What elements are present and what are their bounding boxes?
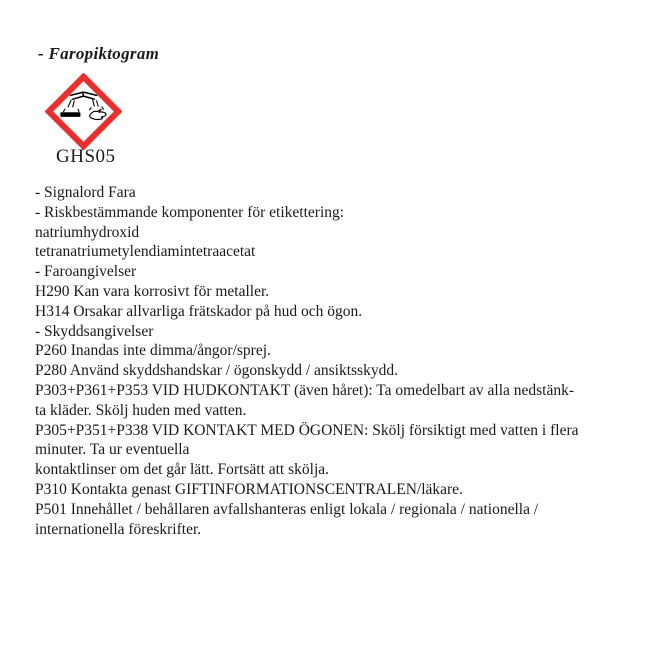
text-line: ta kläder. Skölj huden med vatten. <box>35 401 247 419</box>
pictogram-code-label: GHS05 <box>56 146 116 167</box>
text-line: P310 Kontakta genast GIFTINFORMATIONSCENTRALEN/läkare. <box>35 480 463 498</box>
text-line: P305+P351+P338 VID KONTAKT MED ÖGONEN: Skölj försiktigt med vatten i flera <box>35 421 579 439</box>
text-line: minuter. Ta ur eventuella <box>35 441 190 459</box>
text-line: H290 Kan vara korrosivt för metaller. <box>35 282 270 300</box>
text-line: tetranatriumetylendiamintetraacetat <box>35 243 256 261</box>
section-heading: - Faropiktogram <box>38 44 160 63</box>
text-line: - Riskbestämmande komponenter för etikettering: <box>35 203 345 221</box>
text-line: internationella föreskrifter. <box>35 520 202 538</box>
text-line: P501 Innehållet / behållaren avfallshanteras enligt lokala / regionala / nationella / <box>35 500 539 518</box>
text-line: kontaktlinser om det går lätt. Fortsätt att skölja. <box>35 461 330 479</box>
text-line: natriumhydroxid <box>35 223 140 241</box>
body-text <box>35 183 579 539</box>
text-line: - Signalord Fara <box>35 184 136 201</box>
text-line: - Faroangivelser <box>35 263 137 281</box>
ghs05-corrosion-pictogram <box>45 73 122 150</box>
corrosion-icon <box>45 73 122 150</box>
text-line: P280 Använd skyddshandskar / ögonskydd / ansiktsskydd. <box>35 362 398 380</box>
text-line: P260 Inandas inte dimma/ångor/sprej. <box>35 342 271 360</box>
text-line: - Skyddsangivelser <box>35 322 154 340</box>
text-line: H314 Orsakar allvarliga frätskador på hud och ögon. <box>35 302 363 320</box>
text-line: P303+P361+P353 VID HUDKONTAKT (även håret): Ta omedelbart av alla nedstänk- <box>35 381 575 399</box>
